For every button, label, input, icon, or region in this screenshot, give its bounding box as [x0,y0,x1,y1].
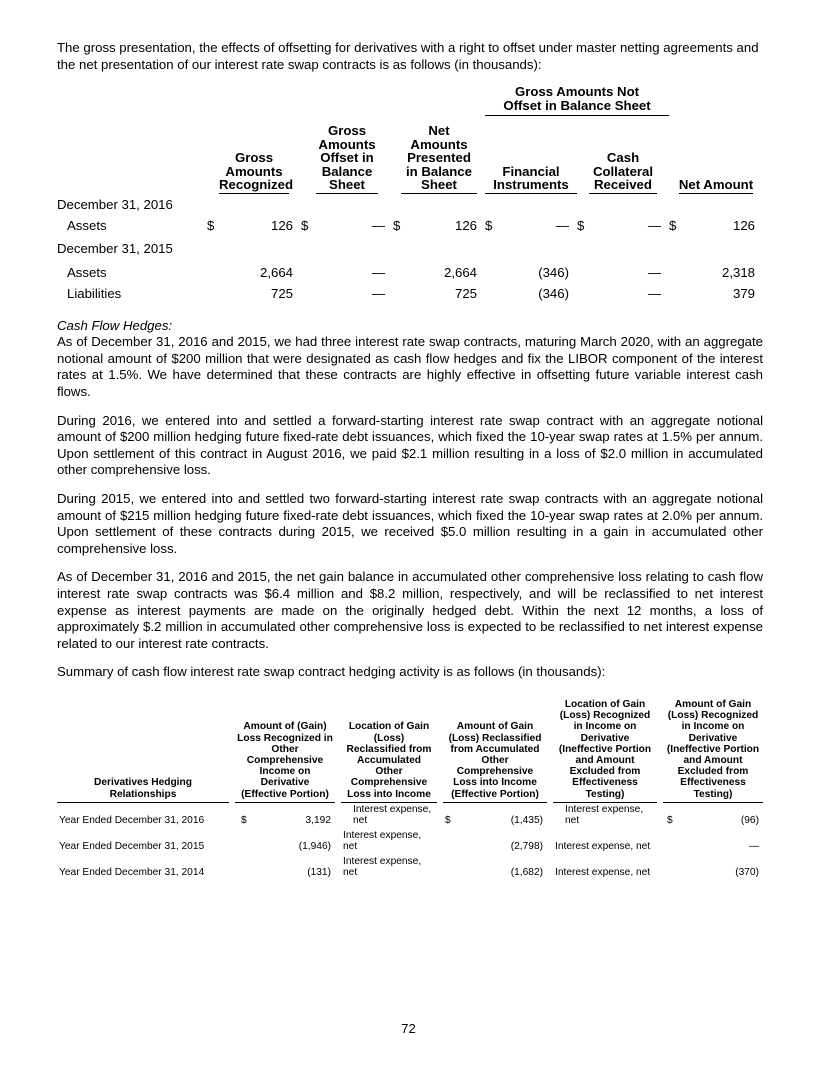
amount-cell [235,802,335,828]
body-paragraph: During 2016, we entered into and settled a forward-starting interest rate swap contract with an aggregate notional amount of $200 million hedging future fixed-rate debt issuances, which fixed the 10-year swap rates at 1.5% per annum. Upon settlement of this contract in August 2016, we paid $2.1 million resulting in a loss of $2.0 million in accumulated other comprehensive loss. [57,412,763,478]
intro-paragraph: The gross presentation, the effects of offsetting for derivatives with a right to offset under master netting agreements and the net presentation of our interest rate swap contracts is as follows (in thousands): [57,40,759,72]
col-header: Gross Amounts Recognized [219,150,294,193]
currency-symbol: $ [485,217,493,233]
row-label: Assets [67,217,107,233]
location-cell: Interest expense, net [555,867,651,879]
row-label: Assets [67,264,107,280]
table-cell: — [647,217,661,233]
amount-value: 3,192 [305,815,331,827]
row-label: Year Ended December 31, 2015 [59,841,205,853]
table-cell: 379 [732,285,755,301]
currency-symbol: $ [669,217,677,233]
amount-cell: — [748,841,759,853]
amount-cell [663,802,763,828]
table-cell: — [647,285,661,301]
table-cell: 126 [732,217,755,233]
table-cell: — [647,264,661,280]
amount-cell: (370) [735,867,759,879]
table-cell: 126 [454,217,477,233]
amount-cell [443,802,547,828]
amount-cell: (1,682) [510,867,543,879]
col-header: Cash Collateral Received [589,151,657,194]
location-cell: Interest expense, net [343,830,422,853]
currency-symbol: $ [445,815,451,827]
table-cell: (346) [538,285,569,301]
table-cell: 2,318 [721,264,755,280]
col-header: Net Amounts Presented in Balance Sheet [401,124,477,194]
group-header: Gross Amounts Not Offset in Balance Sheet [485,85,669,116]
currency-symbol: $ [393,217,401,233]
table-row [57,854,763,880]
document-page [57,40,763,880]
col-header: Amount of (Gain) Loss Recognized in Other Comprehensive Income on Derivative (Effective Portion) [235,699,335,802]
location-cell: Interest expense, net [353,804,432,827]
location-cell: Interest expense, net [343,856,422,879]
section-heading: Cash Flow Hedges: [57,317,173,333]
col-header: Financial Instruments [485,165,577,194]
body-paragraph: As of December 31, 2016 and 2015, the net gain balance in accumulated other comprehensive loss relating to cash flow interest rate swap contracts was $6.4 million and $8.2 million, respectively, and will be reclassified to net interest expense as interest payments are made on the originally hedged debt. Within the next 12 months, a loss of approximately $.2 million in accumulated other comprehensive loss is expected to be reclassified to net interest expense related to our interest rate contracts. [57,569,763,651]
table-row [57,802,763,828]
amount-cell: (2,798) [510,841,543,853]
section-label: December 31, 2015 [57,241,173,257]
location-cell: Interest expense, net [565,804,644,827]
body-paragraph: As of December 31, 2016 and 2015, we had three interest rate swap contracts, maturing March 2020, with an aggregate notional amount of $200 million that were designated as cash flow hedges and fix the LIBOR component of the interest rates at 1.5%. We have determined that these contracts are highly effective in offsetting future variable interest cash flows. [57,334,763,400]
amount-cell: (1,946) [298,841,331,853]
table-cell: 725 [454,285,477,301]
currency-symbol: $ [577,217,585,233]
location-cell: Interest expense, net [555,841,651,853]
amount-value: (96) [740,815,759,827]
table-cell: — [371,264,385,280]
page-number: 72 [401,1021,416,1036]
row-label: Year Ended December 31, 2016 [59,815,205,827]
currency-symbol: $ [207,217,215,233]
table-cell: (346) [538,264,569,280]
section-label: December 31, 2016 [57,196,173,212]
body-paragraph: During 2015, we entered into and settled two forward-starting interest rate swap contracts with an aggregate notional amount of $215 million hedging future fixed-rate debt issuances, which fixed the 10-year swap rates at 2.0% per annum. Upon settlement of these contracts during 2015, we received $5.0 million resulting in a gain in accumulated other comprehensive loss. [57,491,763,556]
table-row [57,828,763,854]
currency-symbol: $ [301,217,309,233]
table-cell: — [371,217,385,233]
amount-cell: (131) [307,867,331,879]
col-header: Amount of Gain (Loss) Reclassified from Accumulated Other Comprehensive Loss into Income (Effective Portion) [443,699,547,802]
currency-symbol: $ [667,815,673,827]
row-label: Liabilities [67,285,122,301]
offsetting-table [57,85,763,304]
col-header: Amount of Gain (Loss) Recognized in Income on Derivative (Ineffective Portion and Amount Excluded from Effectiveness Testing) [663,699,763,802]
amount-value: (1,435) [510,815,543,827]
hedging-activity-table [57,699,763,880]
col-header: Location of Gain (Loss) Recognized in Income on Derivative (Ineffective Portion and Amount Excluded from Effectiveness Testing) [553,699,657,802]
col-header: Net Amount [678,177,754,193]
row-label: Year Ended December 31, 2014 [59,867,205,879]
table-cell: 2,664 [443,264,477,280]
currency-symbol: $ [241,815,247,827]
table-cell: — [371,285,385,301]
body-paragraph: Summary of cash flow interest rate swap contract hedging activity is as follows (in thousands): [57,664,606,680]
table-cell: — [555,217,569,233]
table-cell: 725 [270,285,293,301]
col-header: Gross Amounts Offset in Balance Sheet [316,124,378,194]
col-header: Location of Gain (Loss) Reclassified from Accumulated Other Comprehensive Loss into Income [341,699,437,802]
table-cell: 2,664 [259,264,293,280]
table-cell: 126 [270,217,293,233]
col-header: Derivatives Hedging Relationships [57,699,229,802]
